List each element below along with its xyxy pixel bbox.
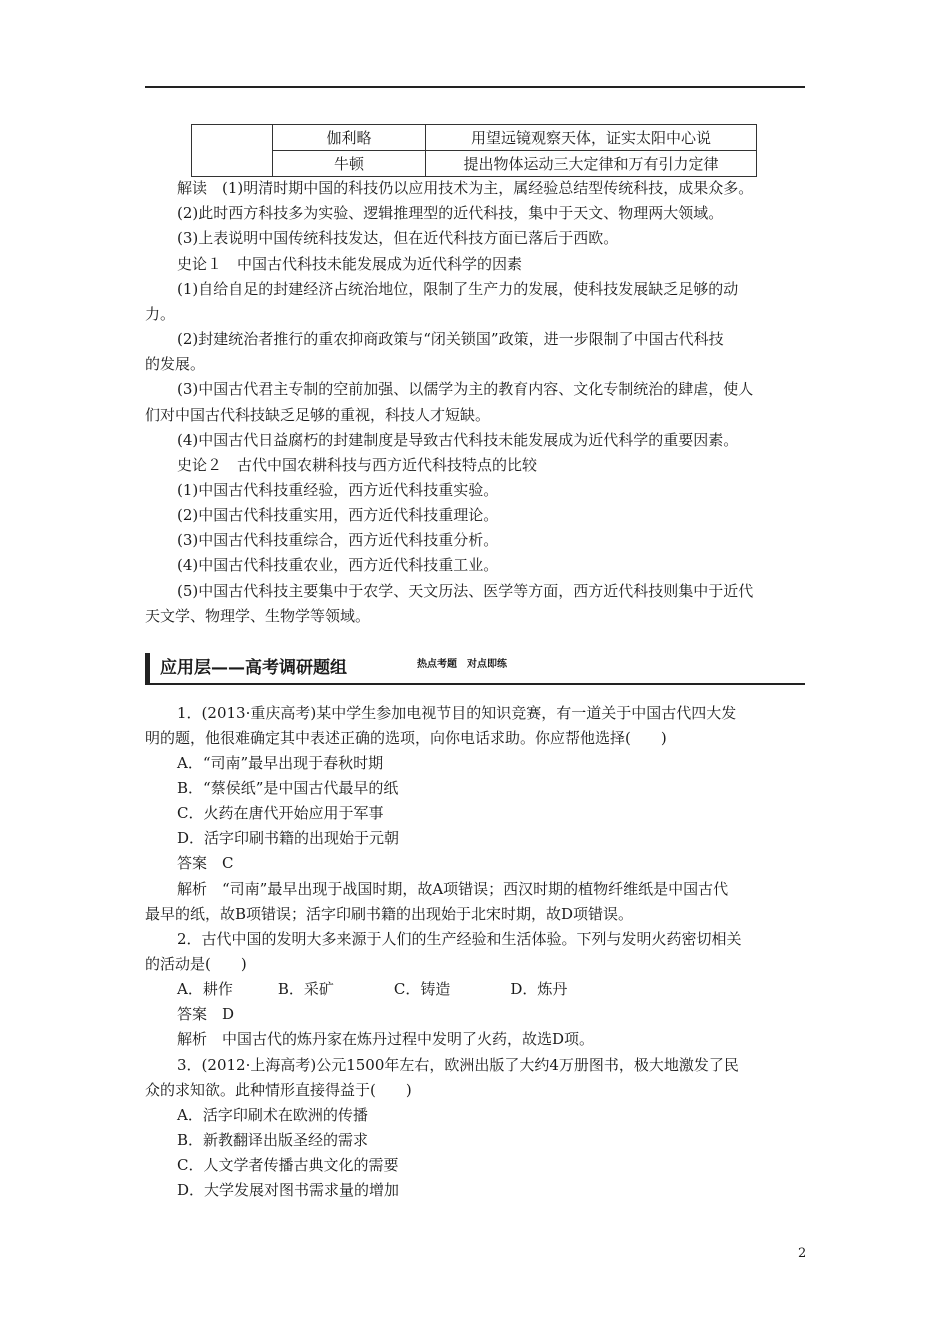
question-line: 众的求知欲。此种情形直接得益于( )	[145, 1081, 412, 1099]
body-line: 力。	[145, 305, 176, 323]
body-line: 史论１ 中国古代科技未能发展成为近代科学的因素	[177, 255, 523, 273]
question-line: 3．(2012·上海高考)公元1500年左右，欧洲出版了大约4万册图书，极大地激发了民	[177, 1056, 739, 1074]
body-line: (2)此时西方科技多为实验、逻辑推理型的近代科技，集中于天文、物理两大领域。	[177, 204, 724, 222]
question-line: B．“蔡侯纸”是中国古代最早的纸	[177, 779, 399, 797]
body-line: (1)自给自足的封建经济占统治地位，限制了生产力的发展，使科技发展缺乏足够的动	[177, 280, 739, 298]
scientist-table	[191, 124, 757, 177]
question-line: C．火药在唐代开始应用于军事	[177, 804, 384, 822]
question-line: C．人文学者传播古典文化的需要	[177, 1156, 399, 1174]
question-line: 的活动是( )	[145, 955, 247, 973]
question-line: 1．(2013·重庆高考)某中学生参加电视节目的知识竞赛，有一道关于中国古代四大发	[177, 704, 737, 722]
body-line: (4)中国古代日益腐朽的封建制度是导致古代科技未能发展成为近代科学的重要因素。	[177, 431, 739, 449]
body-line: 们对中国古代科技缺乏足够的重视，科技人才短缺。	[145, 406, 491, 424]
table-cell-name: 牛顿	[273, 151, 426, 177]
question-line: A．活字印刷术在欧洲的传播	[177, 1106, 368, 1124]
table-cell-blank	[192, 125, 273, 177]
table-cell-desc: 用望远镜观察天体，证实太阳中心说	[426, 125, 757, 151]
question-line: D．大学发展对图书需求量的增加	[177, 1181, 400, 1199]
header-rule	[145, 86, 805, 88]
body-line: (3)中国古代君主专制的空前加强、以儒学为主的教育内容、文化专制统治的肆虐，使人	[177, 380, 754, 398]
body-line: (4)中国古代科技重农业，西方近代科技重工业。	[177, 556, 499, 574]
question-line: 2．古代中国的发明大多来源于人们的生产经验和生活体验。下列与发明火药密切相关	[177, 930, 742, 948]
body-line: 史论２ 古代中国农耕科技与西方近代科技特点的比较	[177, 456, 538, 474]
table-cell-name: 伽利略	[273, 125, 426, 151]
table-cell-desc: 提出物体运动三大定律和万有引力定律	[426, 151, 757, 177]
question-line: B．新教翻译出版圣经的需求	[177, 1131, 369, 1149]
question-line: A．耕作 B．采矿 C．铸造 D．炼丹	[177, 980, 568, 998]
question-line: D．活字印刷书籍的出现始于元朝	[177, 829, 400, 847]
question-line: A．“司南”最早出现于春秋时期	[177, 754, 384, 772]
question-line: 解析 中国古代的炼丹家在炼丹过程中发明了火药，故选D项。	[177, 1030, 595, 1048]
body-line: (1)中国古代科技重经验，西方近代科技重实验。	[177, 481, 499, 499]
question-line: 明的题，他很难确定其中表述正确的选项，向你电话求助。你应帮他选择( )	[145, 729, 667, 747]
question-line: 答案 C	[177, 854, 234, 872]
table-row	[192, 125, 757, 151]
body-line: (2)中国古代科技重实用，西方近代科技重理论。	[177, 506, 499, 524]
table-row	[192, 151, 757, 177]
section-title: 应用层——高考调研题组	[145, 653, 400, 683]
body-line: (3)上表说明中国传统科技发达，但在近代科技方面已落后于西欧。	[177, 229, 619, 247]
question-line: 解析 “司南”最早出现于战国时期，故A项错误；西汉时期的植物纤维纸是中国古代	[177, 880, 729, 898]
body-line: (3)中国古代科技重综合，西方近代科技重分析。	[177, 531, 499, 549]
body-line: (5)中国古代科技主要集中于农学、天文历法、医学等方面，西方近代科技则集中于近代	[177, 582, 754, 600]
section-header	[145, 653, 805, 685]
page-number: 2	[798, 1246, 807, 1261]
body-line: 天文学、物理学、生物学等领域。	[145, 607, 371, 625]
section-subtitle: 热点考题 对点即练	[417, 659, 507, 670]
question-line: 答案 D	[177, 1005, 235, 1023]
body-line: (2)封建统治者推行的重农抑商政策与“闭关锁国”政策，进一步限制了中国古代科技	[177, 330, 724, 348]
body-line: 的发展。	[145, 355, 206, 373]
question-line: 最早的纸，故B项错误；活字印刷书籍的出现始于北宋时期，故D项错误。	[145, 905, 634, 923]
body-line: 解读 (1)明清时期中国的科技仍以应用技术为主，属经验总结型传统科技，成果众多。	[177, 179, 754, 197]
